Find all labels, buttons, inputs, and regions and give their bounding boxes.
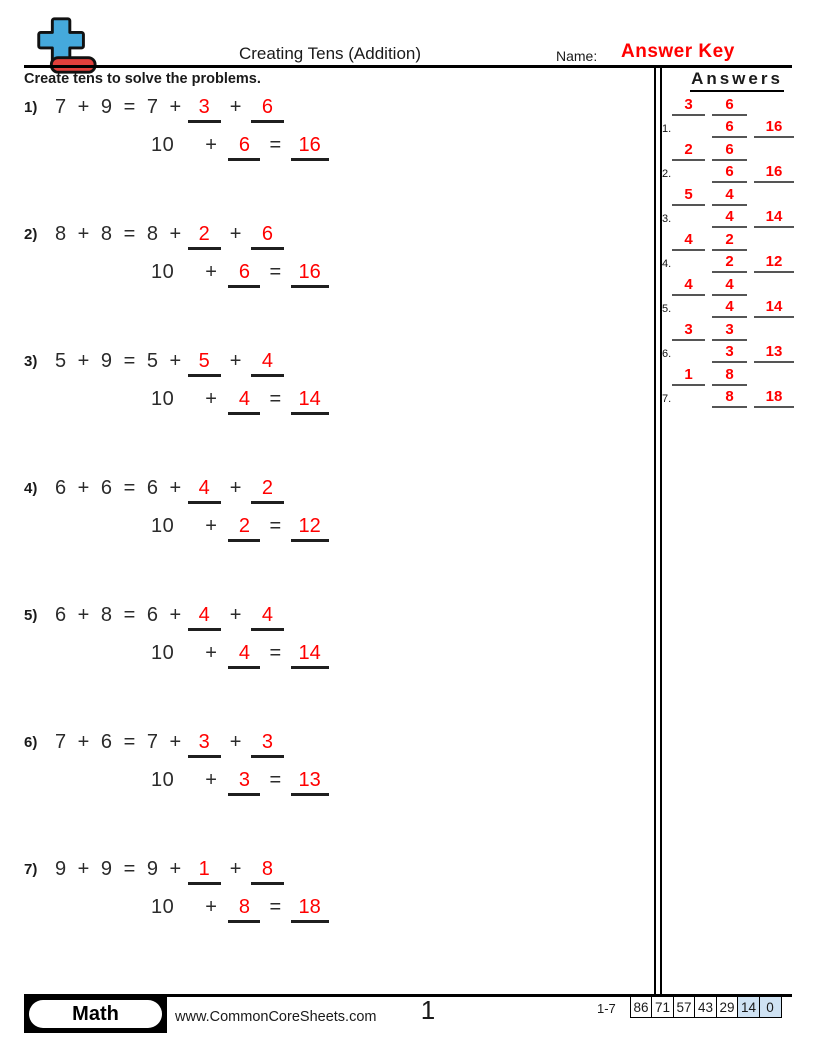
answer-split1-value: 3: [684, 96, 693, 113]
split1-answer: 4: [198, 604, 210, 626]
plus-sign: +: [205, 896, 218, 918]
equals-sign: =: [269, 769, 282, 791]
addend-answer: 3: [238, 769, 250, 791]
problem-number-label: 5): [24, 607, 38, 624]
answer-split2-value: 6: [725, 141, 734, 158]
answer-addend-value: 3: [725, 343, 734, 360]
answer-row: [660, 232, 812, 277]
answer-split1-line: [672, 232, 705, 251]
split1-answer: 5: [198, 350, 210, 372]
problem-block: [24, 731, 649, 811]
sum-answer: 16: [298, 134, 321, 156]
equals-sign: =: [269, 134, 282, 156]
plus-sign: +: [229, 477, 242, 499]
answer-number-label: 7.: [662, 393, 672, 405]
answer-split1-value: 4: [684, 231, 693, 248]
ten-value: 10: [151, 134, 175, 156]
sum-answer: 13: [298, 769, 321, 791]
addend-blank: [228, 134, 260, 161]
split2-answer: 6: [261, 96, 273, 118]
ten-value: 10: [151, 515, 175, 537]
addend-answer: 4: [238, 388, 250, 410]
answer-split1-line: [672, 367, 705, 386]
answer-split1-line: [672, 322, 705, 341]
score-cell: 43: [694, 996, 717, 1018]
addend-answer: 4: [238, 642, 250, 664]
plus-sign: +: [205, 515, 218, 537]
answer-addend-line: [712, 299, 747, 318]
answer-split1-line: [672, 277, 705, 296]
answer-sum-line: [754, 389, 794, 408]
answer-addend-line: [712, 344, 747, 363]
sum-blank: [291, 642, 329, 669]
split2-blank: [251, 858, 284, 885]
equation-line-1: [55, 604, 284, 631]
answer-split1-line: [672, 142, 705, 161]
plus-sign: +: [229, 731, 242, 753]
problem-number-label: 3): [24, 353, 38, 370]
answer-sum-line: [754, 344, 794, 363]
answer-sum-line: [754, 209, 794, 228]
split1-blank: [188, 223, 221, 250]
answer-number-label: 5.: [662, 303, 672, 315]
score-cell: 71: [651, 996, 674, 1018]
equation-prefix: 7 + 6 = 7 +: [55, 731, 182, 753]
split1-blank: [188, 731, 221, 758]
answer-split1-value: 1: [684, 366, 693, 383]
answer-split2-line: [712, 97, 747, 116]
equation-line-2: [151, 642, 329, 669]
addend-answer: 6: [238, 261, 250, 283]
problem-number-label: 7): [24, 861, 38, 878]
sum-answer: 14: [298, 642, 321, 664]
split1-answer: 4: [198, 477, 210, 499]
answer-number-label: 4.: [662, 258, 672, 270]
problem-block: [24, 604, 649, 684]
split1-blank: [188, 350, 221, 377]
problem-block: [24, 858, 649, 938]
sum-answer: 18: [298, 896, 321, 918]
sum-blank: [291, 388, 329, 415]
equation-line-1: [55, 96, 284, 123]
answer-split1-value: 2: [684, 141, 693, 158]
name-label: Name:: [556, 48, 598, 64]
answer-number-label: 3.: [662, 213, 672, 225]
answer-split2-value: 4: [725, 276, 734, 293]
equals-sign: =: [269, 642, 282, 664]
equation-prefix: 9 + 9 = 9 +: [55, 858, 182, 880]
equation-line-1: [55, 731, 284, 758]
ten-value: 10: [151, 388, 175, 410]
answers-panel: [660, 97, 816, 427]
answer-split2-value: 8: [725, 366, 734, 383]
answer-addend-value: 4: [725, 298, 734, 315]
plus-sign: +: [229, 350, 242, 372]
split2-blank: [251, 604, 284, 631]
score-cell: 29: [716, 996, 739, 1018]
split2-blank: [251, 477, 284, 504]
split1-blank: [188, 96, 221, 123]
equation-line-1: [55, 477, 284, 504]
problem-block: [24, 223, 649, 303]
split1-answer: 3: [198, 731, 210, 753]
answer-addend-value: 6: [725, 163, 734, 180]
sum-blank: [291, 769, 329, 796]
answer-split2-value: 3: [725, 321, 734, 338]
answer-split2-line: [712, 142, 747, 161]
equation-line-2: [151, 769, 329, 796]
sum-blank: [291, 515, 329, 542]
equation-line-1: [55, 350, 284, 377]
answer-sum-value: 14: [765, 298, 783, 315]
answer-addend-value: 8: [725, 388, 734, 405]
plus-sign: +: [229, 223, 242, 245]
equation-line-2: [151, 896, 329, 923]
equation-line-2: [151, 261, 329, 288]
answer-number-label: 2.: [662, 168, 672, 180]
answer-split2-line: [712, 187, 747, 206]
split2-blank: [251, 223, 284, 250]
problem-block: [24, 477, 649, 557]
split1-blank: [188, 477, 221, 504]
split2-blank: [251, 731, 284, 758]
answer-addend-line: [712, 209, 747, 228]
answer-row: [660, 142, 812, 187]
answer-addend-value: 4: [725, 208, 734, 225]
answer-split1-value: 4: [684, 276, 693, 293]
answer-sum-line: [754, 254, 794, 273]
ten-value: 10: [151, 769, 175, 791]
problem-block: [24, 350, 649, 430]
answer-addend-value: 2: [725, 253, 734, 270]
problem-number-label: 1): [24, 99, 38, 116]
split2-answer: 3: [261, 731, 273, 753]
answer-split1-value: 5: [684, 186, 693, 203]
equals-sign: =: [269, 388, 282, 410]
answer-addend-line: [712, 254, 747, 273]
answer-split1-line: [672, 187, 705, 206]
answer-row: [660, 367, 812, 412]
split2-answer: 4: [261, 350, 273, 372]
split1-blank: [188, 604, 221, 631]
answer-split2-line: [712, 322, 747, 341]
answer-split2-value: 6: [725, 96, 734, 113]
answer-row: [660, 277, 812, 322]
ten-value: 10: [151, 261, 175, 283]
sum-blank: [291, 134, 329, 161]
answers-title-text: Answers: [690, 69, 784, 92]
answer-sum-value: 13: [765, 343, 783, 360]
answer-split1-line: [672, 97, 705, 116]
answer-row: [660, 322, 812, 367]
sum-answer: 16: [298, 261, 321, 283]
ten-value: 10: [151, 896, 175, 918]
answer-split2-line: [712, 232, 747, 251]
answer-number-label: 1.: [662, 123, 672, 135]
addend-blank: [228, 769, 260, 796]
addend-answer: 2: [238, 515, 250, 537]
ten-value: 10: [151, 642, 175, 664]
plus-sign: +: [229, 96, 242, 118]
answer-sum-value: 16: [765, 118, 783, 135]
equation-line-1: [55, 858, 284, 885]
answer-sum-value: 16: [765, 163, 783, 180]
split2-answer: 6: [261, 223, 273, 245]
subject-badge-label: Math: [29, 1000, 162, 1028]
equation-prefix: 6 + 8 = 6 +: [55, 604, 182, 626]
score-cell: 57: [673, 996, 696, 1018]
answer-addend-line: [712, 164, 747, 183]
sum-answer: 12: [298, 515, 321, 537]
plus-sign: +: [229, 604, 242, 626]
split2-answer: 2: [261, 477, 273, 499]
answer-row: [660, 97, 812, 142]
plus-sign: +: [205, 134, 218, 156]
split1-answer: 1: [198, 858, 210, 880]
equation-line-1: [55, 223, 284, 250]
answer-split2-value: 4: [725, 186, 734, 203]
plus-sign: +: [229, 858, 242, 880]
problem-number-label: 6): [24, 734, 38, 751]
addend-blank: [228, 388, 260, 415]
equals-sign: =: [269, 515, 282, 537]
answer-row: [660, 187, 812, 232]
sum-blank: [291, 896, 329, 923]
equals-sign: =: [269, 896, 282, 918]
addend-blank: [228, 642, 260, 669]
split2-blank: [251, 350, 284, 377]
answer-addend-value: 6: [725, 118, 734, 135]
score-range-label: 1-7: [597, 1001, 616, 1016]
answer-split2-line: [712, 277, 747, 296]
answer-sum-line: [754, 164, 794, 183]
answer-key-text: Answer Key: [621, 41, 735, 62]
plus-sign: +: [205, 769, 218, 791]
website-url: www.CommonCoreSheets.com: [175, 1009, 377, 1025]
equation-prefix: 5 + 9 = 5 +: [55, 350, 182, 372]
problem-number-label: 4): [24, 480, 38, 497]
addend-blank: [228, 261, 260, 288]
score-cell: 0: [759, 996, 782, 1018]
plus-sign: +: [205, 642, 218, 664]
split2-answer: 4: [261, 604, 273, 626]
score-table: [631, 996, 782, 1018]
problem-number-label: 2): [24, 226, 38, 243]
equals-sign: =: [269, 261, 282, 283]
answer-addend-line: [712, 119, 747, 138]
score-cell: 86: [630, 996, 653, 1018]
answer-sum-line: [754, 299, 794, 318]
answer-sum-value: 12: [765, 253, 783, 270]
equation-line-2: [151, 388, 329, 415]
addend-blank: [228, 896, 260, 923]
worksheet-title: Creating Tens (Addition): [238, 44, 422, 63]
equation-line-2: [151, 134, 329, 161]
answers-panel-title: [662, 69, 812, 92]
sum-blank: [291, 261, 329, 288]
split2-blank: [251, 96, 284, 123]
page-number: 1: [420, 995, 436, 1025]
plus-sign: +: [205, 261, 218, 283]
answer-split1-value: 3: [684, 321, 693, 338]
answer-sum-line: [754, 119, 794, 138]
split2-answer: 8: [261, 858, 273, 880]
answer-number-label: 6.: [662, 348, 672, 360]
equation-prefix: 6 + 6 = 6 +: [55, 477, 182, 499]
split1-answer: 2: [198, 223, 210, 245]
answer-split2-line: [712, 367, 747, 386]
plus-sign: +: [205, 388, 218, 410]
split1-blank: [188, 858, 221, 885]
equation-prefix: 7 + 9 = 7 +: [55, 96, 182, 118]
subject-badge: [24, 996, 167, 1033]
header-divider: [24, 65, 792, 68]
instruction-text: Create tens to solve the problems.: [24, 71, 261, 87]
answer-sum-value: 14: [765, 208, 783, 225]
answer-addend-line: [712, 389, 747, 408]
sum-answer: 14: [298, 388, 321, 410]
equation-prefix: 8 + 8 = 8 +: [55, 223, 182, 245]
addend-blank: [228, 515, 260, 542]
answer-split2-value: 2: [725, 231, 734, 248]
problem-block: [24, 96, 649, 176]
score-cell: 14: [737, 996, 760, 1018]
split1-answer: 3: [198, 96, 210, 118]
equation-line-2: [151, 515, 329, 542]
addend-answer: 8: [238, 896, 250, 918]
answer-sum-value: 18: [765, 388, 783, 405]
addend-answer: 6: [238, 134, 250, 156]
